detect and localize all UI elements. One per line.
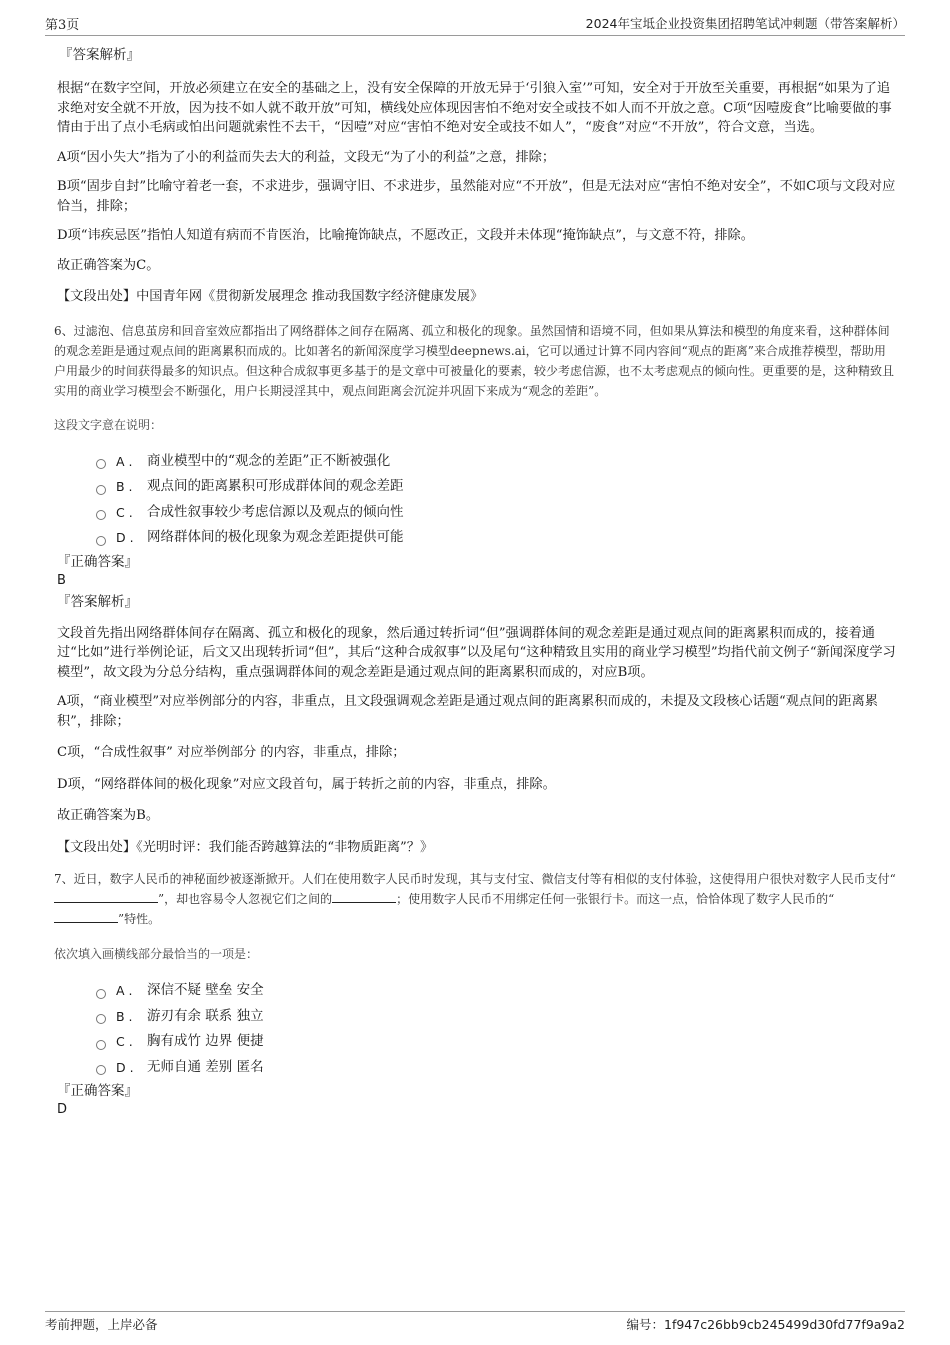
- page-header: [45, 13, 905, 36]
- radio-icon[interactable]: [96, 1040, 106, 1050]
- radio-icon[interactable]: [96, 536, 106, 546]
- footer-slogan: 考前押题，上岸必备: [45, 1317, 158, 1332]
- q7-option-b[interactable]: B . 游刃有余 联系 独立: [96, 1004, 897, 1030]
- q5-explain-label: 『答案解析』: [59, 47, 140, 63]
- q7-option-a[interactable]: A . 深信不疑 壁垒 安全: [96, 978, 897, 1004]
- q5-source: 【文段出处】中国青年网《贯彻新发展理念 推动我国数字经济健康发展》: [57, 289, 484, 304]
- radio-icon[interactable]: [96, 1065, 106, 1075]
- q6-explain-c: C项，“合成性叙事” 对应举例部分 的内容，非重点，排除；: [57, 745, 406, 760]
- q7-answer: D: [57, 1102, 68, 1117]
- q6-explain-label: 『答案解析』: [57, 593, 138, 610]
- q7-answer-label: 『正确答案』: [57, 1083, 138, 1099]
- radio-icon[interactable]: [96, 485, 106, 495]
- radio-icon[interactable]: [96, 459, 106, 469]
- q6-explain-p1: 文段首先指出网络群体间存在隔离、孤立和极化的现象，然后通过转折词“但”强调群体间的观念差距是通过观点间的距离累积而成的，接着通过“比如”进行举例论证，后文又出现转折词“但”，其后“这种合成叙事”以及尾句“这种精致且实用的商业学习模型”均指代前文例子“新闻深度学习模型”，故文段为分总分结构，重点强调群体间的观念差距是通过观点间的距离累积而成的，对应B项。: [57, 625, 896, 680]
- page-content: [54, 46, 897, 1119]
- q7-option-c[interactable]: C . 胸有成竹 边界 便捷: [96, 1029, 897, 1055]
- q7-blank-1: [54, 890, 158, 903]
- radio-icon[interactable]: [96, 989, 106, 999]
- q6-option-d[interactable]: D . 网络群体间的极化现象为观念差距提供可能: [96, 525, 897, 551]
- q7-options: [57, 978, 897, 1080]
- q6-explain-d: D项，“网络群体间的极化现象”对应文段首句，属于转折之前的内容，非重点，排除。: [57, 776, 556, 792]
- q7-option-d[interactable]: D . 无师自通 差别 匿名: [96, 1055, 897, 1081]
- q6-explain-a: A项，“商业模型”对应举例部分的内容，非重点，且文段强调观念差距是通过观点间的距离累积而成的，未提及文段核心话题“观点间的距离累积”，排除；: [57, 694, 878, 729]
- page-footer: [45, 1311, 905, 1334]
- document-title: 2024年宝坻企业投资集团招聘笔试冲刺题（带答案解析）: [585, 16, 905, 31]
- q5-explain-p1: 根据“在数字空间，开放必须建立在安全的基础之上，没有安全保障的开放无异于‘引狼入室’”可知，安全对于开放至关重要，再根据“如果为了追求绝对安全就不开放，因为技不如人就不敢开放”可知，横线处应体现因害怕不绝对安全或技不如人而不开放之意。C项“因噎废食”比喻要做的事情由于出了点小毛病或怕出问题就索性不去干，“因噎”对应“害怕不绝对安全或技不如人”，“废食”对应“不开放”，符合文意，当选。: [57, 81, 892, 135]
- q5-explain-b: B项“固步自封”比喻守着老一套，不求进步，强调守旧、不求进步，虽然能对应“不开放”，但是无法对应“害怕不绝对安全”，不如C项与文段对应恰当，排除；: [57, 179, 896, 214]
- q6-option-b[interactable]: B . 观点间的距离累积可形成群体间的观念差距: [96, 474, 897, 500]
- q6-question: 6、过滤泡、信息茧房和回音室效应都指出了网络群体之间存在隔离、孤立和极化的现象。虽然国情和语境不同，但如果从算法和模型的角度来看，这种群体间的观念差距是通过观点间的距离累积而成的。比如著名的新闻深度学习模型deepnews.ai，它可以通过计算不同内容间“观点的距离”来合成推荐模型，帮助用户用最少的时间获得最多的知识点。但这种合成叙事更多基于的是文章中可被量化的要素，较少考虑信源，也不太考虑观点的倾向性。更重要的是，这种精致且实用的商业学习模型会不断强化，用户长期浸淫其中，观点间距离会沉淀并巩固下来成为“观念的差距”。: [54, 323, 895, 398]
- q7-prompt: 依次填入画横线部分最恰当的一项是：: [54, 947, 259, 961]
- radio-icon[interactable]: [96, 1014, 106, 1024]
- q6-options: [57, 449, 897, 551]
- footer-code: 编号：1f947c26bb9cb245499d30fd77f9a9a2: [626, 1317, 905, 1332]
- q7-blank-3: [54, 910, 118, 923]
- q6-conclusion: 故正确答案为B。: [57, 808, 160, 823]
- q7-blank-2: [332, 890, 396, 903]
- radio-icon[interactable]: [96, 510, 106, 520]
- q6-source: 【文段出处】《光明时评：我们能否跨越算法的“非物质距离”？》: [57, 839, 434, 855]
- q7-question: 7、近日，数字人民币的神秘面纱被逐渐掀开。人们在使用数字人民币时发现，其与支付宝、微信支付等有相似的支付体验，这使得用户很快对数字人民币支付“”，却也容易令人忽视它们之间的 ；使用数字人民币不用绑定任何一张银行卡。而这一点，恰恰体现了数字人民币的“”特性。: [54, 872, 896, 926]
- q5-conclusion: 故正确答案为C。: [57, 257, 160, 273]
- q6-option-a[interactable]: A . 商业模型中的“观念的差距”正不断被强化: [96, 449, 897, 475]
- q6-answer-label: 『正确答案』: [57, 553, 138, 570]
- q5-explain-d: D项“讳疾忌医”指怕人知道有病而不肯医治，比喻掩饰缺点，不愿改正，文段并未体现“掩饰缺点”，与文意不符，排除。: [57, 228, 754, 243]
- page-number: 第3页: [45, 18, 80, 33]
- q6-prompt: 这段文字意在说明：: [54, 417, 163, 432]
- q6-answer: B: [57, 572, 66, 588]
- q6-option-c[interactable]: C . 合成性叙事较少考虑信源以及观点的倾向性: [96, 500, 897, 526]
- q5-explain-a: A项“因小失大”指为了小的利益而失去大的利益，文段无“为了小的利益”之意，排除；: [57, 149, 556, 165]
